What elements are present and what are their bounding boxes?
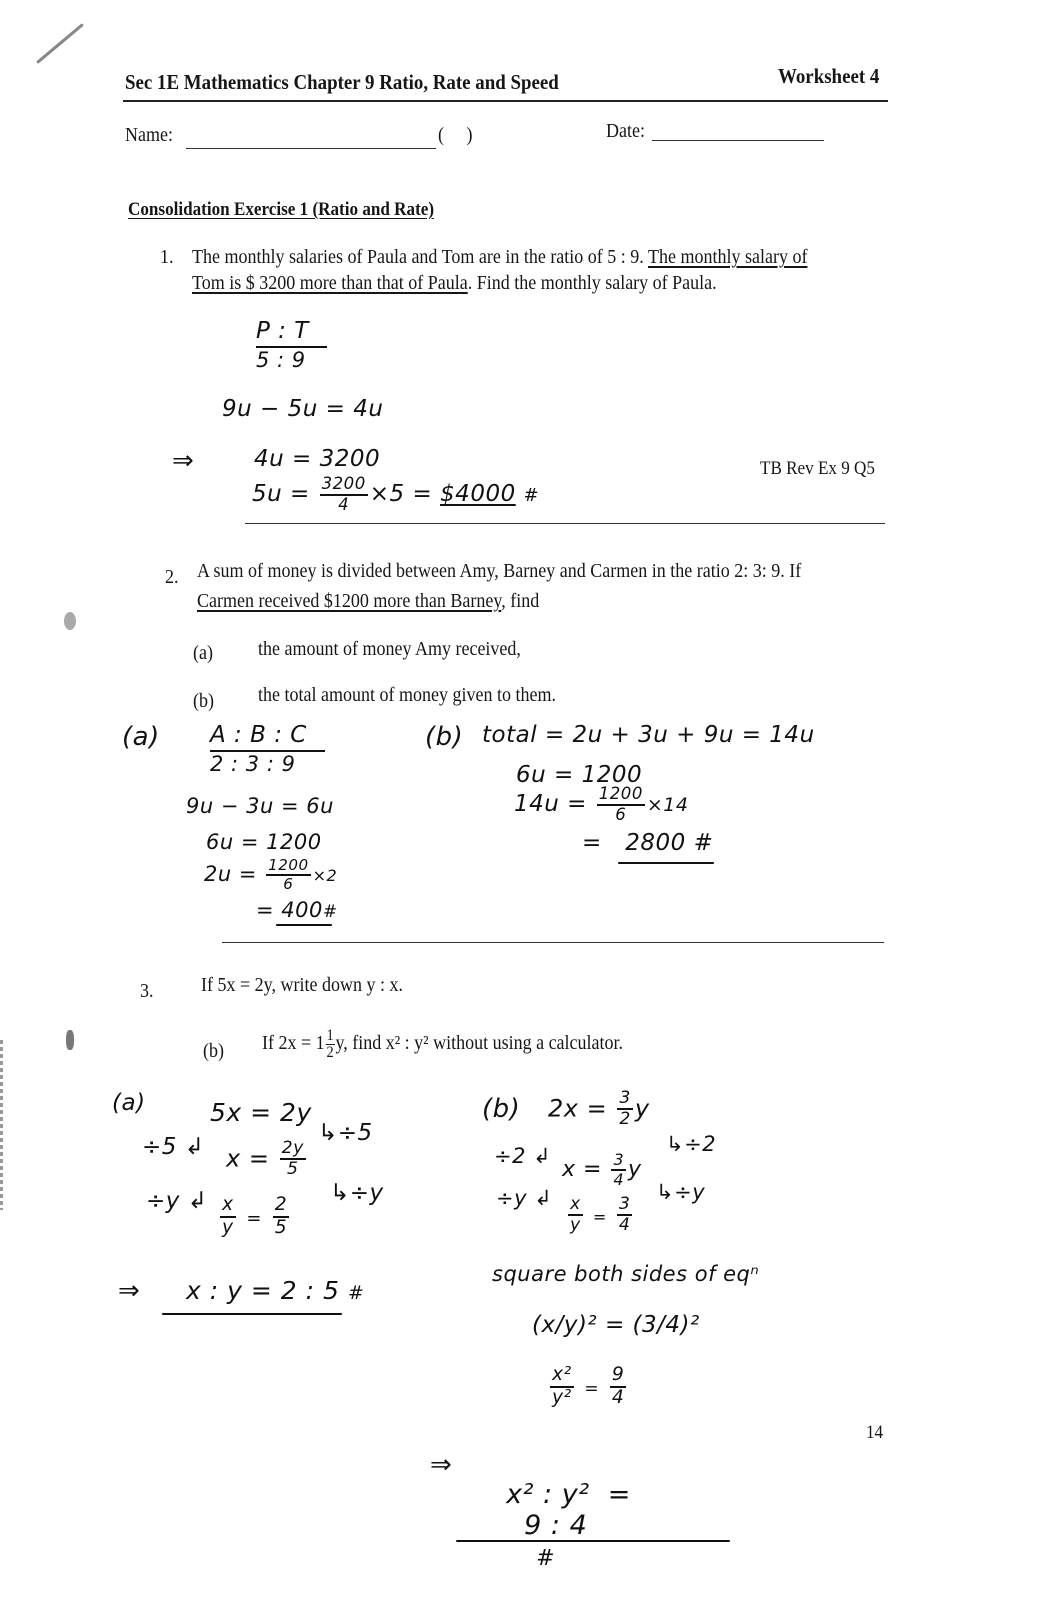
q3b-line5: $\frac{\text{x²}}{\text{y²}}$ = $\frac{9}{4}$ <box>552 1364 625 1408</box>
q1-step1: 9u − 5u = 4u <box>222 396 384 422</box>
q3-number: 3. <box>140 980 154 1002</box>
q3b-line3: $\frac{x}{y}$ = $\frac{3}{4}$ <box>570 1194 631 1236</box>
end-mark: # <box>536 1546 556 1571</box>
q3-working-a-label: (a) <box>112 1090 146 1116</box>
q3b-answer: 9 : 4 <box>524 1510 588 1541</box>
q3a-answer: 2 : 5 <box>280 1276 340 1305</box>
q1-highlight-2: Tom is $ 3200 more than that of Paula <box>192 272 468 294</box>
name-field[interactable] <box>186 130 436 149</box>
implies-arrow: ⇒ <box>118 1276 141 1306</box>
q1-source-ref: TB Rev Ex 9 Q5 <box>760 458 875 479</box>
q2b-answer: 2800 <box>625 830 686 856</box>
end-mark: # <box>322 902 338 922</box>
end-mark: # <box>693 830 714 856</box>
q3b-line2: x = $\frac{3}{4}$ y <box>562 1150 642 1189</box>
q2b-answer-underline <box>618 862 714 864</box>
q3b-answer-rule <box>456 1540 730 1542</box>
q1-ratio-table: P : T 5 : 9 <box>256 318 327 372</box>
q2-part-b-text: the total amount of money given to them. <box>258 684 556 706</box>
date-label: Date: <box>606 120 645 142</box>
q2-part-b-label: (b) <box>193 690 214 712</box>
q3b-result: x² : y² = 9 : 4 # <box>506 1479 631 1571</box>
q3a-answer-underline <box>162 1313 342 1315</box>
q2a-answer-underline <box>276 924 332 926</box>
name-label: Name: <box>125 124 173 146</box>
q1-answer: $4000 <box>440 481 516 508</box>
q3a-op2-left: ÷y ↲ <box>146 1188 208 1214</box>
page-number: 14 <box>866 1422 884 1443</box>
q3a-line2: x = $\frac{2y}{5}$ <box>226 1138 304 1180</box>
q2-part-a-label: (a) <box>193 642 213 664</box>
q2b-step1: total = 2u + 3u + 9u = 14u <box>482 722 815 748</box>
q1-step2: 4u = 3200 <box>254 446 381 472</box>
q2a-step2: 6u = 1200 <box>206 830 322 854</box>
q2-number: 2. <box>165 566 179 588</box>
q1-text-line1: The monthly salaries of Paula and Tom are in the ratio of 5 : 9. The monthly salary of <box>192 246 808 268</box>
header-rule <box>123 100 888 102</box>
q1-number: 1. <box>160 246 174 268</box>
q3a-result: x : y = 2 : 5 # <box>186 1276 365 1305</box>
end-mark: # <box>523 485 540 507</box>
q2-working-b-label: (b) <box>425 722 464 752</box>
q3-text: If 5x = 2y, write down y : x. <box>201 974 403 996</box>
q1-highlight-1: The monthly salary of <box>647 246 808 268</box>
q3a-line3: $\frac{x}{y}$ = $\frac{2}{5}$ <box>222 1194 288 1238</box>
worksheet-number: Worksheet 4 <box>778 64 880 88</box>
q1-answer-rule <box>245 523 885 524</box>
q3a-op1-right: ↳÷5 <box>318 1120 373 1146</box>
q3-part-b-text: If 2x = 1 $\frac{1}{2}$ y, find x² : y² without using a calculator. <box>262 1027 624 1061</box>
pen-mark-artifact <box>36 23 84 64</box>
q1-text-line2: Tom is $ 3200 more than that of Paula. Find the monthly salary of Paula. <box>192 272 717 294</box>
q2a-answer-line: = 400# <box>256 898 338 922</box>
section-title: Consolidation Exercise 1 (Ratio and Rate) <box>128 199 435 220</box>
scan-edge-artifact <box>0 1040 3 1210</box>
q3a-op2-right: ↳÷y <box>330 1180 384 1206</box>
q3b-op1-right: ↳÷2 <box>666 1132 717 1156</box>
q2a-step1: 9u − 3u = 6u <box>186 794 334 818</box>
q2-working-a-label: (a) <box>122 722 160 752</box>
worksheet-title: Sec 1E Mathematics Chapter 9 Ratio, Rate and Speed <box>125 70 559 94</box>
q2-ratio-table: A : B : C 2 : 3 : 9 <box>210 722 325 776</box>
q3-part-b-label: (b) <box>203 1040 224 1062</box>
q3a-op1-left: ÷5 ↲ <box>142 1134 205 1160</box>
q2-text-line2: Carmen received $1200 more than Barney, find <box>197 590 540 612</box>
q3b-op2-right: ↳÷y <box>656 1180 706 1204</box>
q3b-note: square both sides of eqⁿ <box>492 1262 760 1286</box>
end-mark: # <box>347 1282 365 1304</box>
q2-highlight: Carmen received $1200 more than Barney <box>197 590 502 612</box>
q2b-step3: 14u = $\frac{1200}{6}$ ×14 <box>514 784 689 824</box>
q2b-answer-line: = 2800 # <box>582 830 714 856</box>
q1-step3: 5u = $\frac{3200}{4}$ ×5 = $4000 # <box>252 474 540 514</box>
q3b-line1: 2x = $\frac{3}{2}$ y <box>548 1088 650 1130</box>
index-number-parens: ( ) <box>438 124 473 146</box>
date-field[interactable] <box>652 124 824 141</box>
implies-arrow: ⇒ <box>430 1450 453 1480</box>
q2-part-a-text: the amount of money Amy received, <box>258 638 521 660</box>
q3b-op1-left: ÷2 ↲ <box>494 1144 552 1168</box>
q2-text-line1: A sum of money is divided between Amy, Barney and Carmen in the ratio 2: 3: 9. If <box>197 560 802 582</box>
q2a-step3: 2u = $\frac{1200}{6}$ ×2 <box>204 856 338 894</box>
q2-answer-rule <box>222 942 884 943</box>
q3-working-b-label: (b) <box>482 1094 521 1124</box>
q3b-op2-left: ÷y ↲ <box>496 1186 553 1210</box>
punch-hole-mark <box>66 1030 74 1050</box>
q2b-step2: 6u = 1200 <box>516 762 643 788</box>
q3b-line4: (x/y)² = (3/4)² <box>532 1312 700 1338</box>
punch-hole-mark <box>64 612 76 630</box>
implies-arrow: ⇒ <box>172 446 195 476</box>
q3a-line1: 5x = 2y <box>210 1098 312 1127</box>
q2a-answer: 400 <box>281 898 323 922</box>
